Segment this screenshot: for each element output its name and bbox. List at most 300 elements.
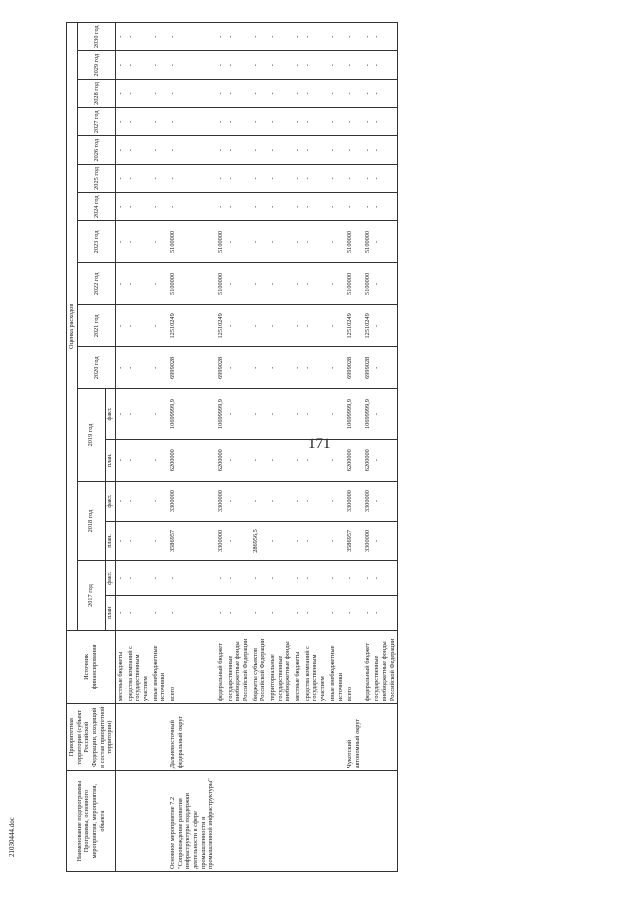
cell-value: - [226,193,251,221]
cell-territory [363,704,373,771]
cell-value: 12510249 [216,305,226,347]
cell-value: - [293,347,303,389]
header-year: 2020 год [77,347,115,389]
cell-value: - [293,561,303,596]
cell-value: - [293,521,303,561]
cell-value: - [151,79,168,107]
cell-value: - [216,108,226,136]
cell-value: - [268,521,293,561]
cell-territory [328,704,345,771]
header-year: 2021 год [77,305,115,347]
cell-source: местные бюджеты [293,630,303,703]
cell-value: - [226,23,251,51]
header-2019: 2019 год [77,389,105,481]
cell-value: - [126,305,151,347]
cell-territory [303,704,328,771]
cell-source: государственные внебюджетные фонды Российской Федерации [372,630,398,703]
cell-name [226,771,251,872]
cell-source: федеральный бюджет [363,630,373,703]
cell-value: - [251,136,268,164]
cell-value: - [372,596,398,631]
cell-value: - [116,263,126,305]
cell-value: - [251,51,268,79]
cell-source: территориальные государственные внебюджетные фонды [268,630,293,703]
cell-value: - [372,108,398,136]
header-plan: план [105,596,115,631]
cell-value: - [372,263,398,305]
cell-value: - [226,263,251,305]
page-number: 171 [308,436,331,452]
cell-value: - [116,481,126,521]
cell-territory [126,704,151,771]
cell-value: - [363,108,373,136]
cell-value: 10699999,9 [345,389,362,439]
header-plan: план. [105,439,115,481]
header-year: 2025 год [77,164,115,192]
cell-value: - [303,521,328,561]
cell-value: - [226,79,251,107]
cell-value: - [126,193,151,221]
cell-value: 12510249 [168,305,216,347]
cell-value: - [226,596,251,631]
table-row [116,23,126,872]
cell-value: - [251,561,268,596]
cell-value: - [268,221,293,263]
cell-value: - [268,164,293,192]
cell-value: - [328,439,345,481]
cell-value: - [268,136,293,164]
cell-value: - [328,51,345,79]
cell-value: - [126,439,151,481]
cell-value: 5100000 [345,263,362,305]
cell-value: - [268,561,293,596]
cell-value: 6200000 [345,439,362,481]
cell-value: - [216,561,226,596]
cell-value: - [372,561,398,596]
cell-value: - [126,389,151,439]
cell-territory [216,704,226,771]
header-plan: план. [105,521,115,561]
cell-territory: Дальневосточный федеральный округ [168,704,216,771]
cell-value: - [251,389,268,439]
cell-territory: Чукотский автономный округ [345,704,362,771]
cell-value: 3300000 [216,521,226,561]
cell-value: - [251,347,268,389]
cell-value: - [328,305,345,347]
table-row [216,23,226,872]
cell-value: - [126,561,151,596]
cell-value: - [251,164,268,192]
cell-value: - [126,23,151,51]
cell-value: - [328,23,345,51]
cell-value: - [328,79,345,107]
cell-value: - [268,389,293,439]
cell-value: - [293,439,303,481]
cell-value: - [363,596,373,631]
cell-name [251,771,268,872]
cell-value: - [126,221,151,263]
cell-value: - [151,305,168,347]
cell-value: - [345,79,362,107]
cell-name [126,771,151,872]
cell-value: - [293,263,303,305]
cell-value: 3300000 [363,481,373,521]
cell-value: - [293,51,303,79]
header-estimate: Оценка расходов [67,23,78,631]
cell-value: - [251,596,268,631]
cell-name: Основное мероприятие 7.2 "Сопровождение развития инфраструктуры поддержки деятельности в сфере промышленности и промышленной инфраструктуры" [168,771,216,872]
cell-value: - [293,136,303,164]
cell-value: - [168,51,216,79]
cell-value: - [151,51,168,79]
header-territory: Приоритетная территория (субъект Российской Федерации, входящий в состав приоритетной территории) [67,704,116,771]
cell-value: - [328,596,345,631]
cell-value: - [151,136,168,164]
table-row [363,23,373,872]
cell-name [116,771,126,872]
cell-value: - [116,23,126,51]
cell-value: - [268,481,293,521]
cell-value: - [226,439,251,481]
cell-value: 3300000 [168,481,216,521]
cell-value: - [168,596,216,631]
cell-value: - [293,193,303,221]
cell-value: - [151,481,168,521]
cell-source: средства компаний с государственным участием [303,630,328,703]
cell-territory [372,704,398,771]
cell-value: - [116,193,126,221]
cell-value: 12510249 [345,305,362,347]
cell-value: 3586957 [345,521,362,561]
cell-value: - [303,481,328,521]
cell-value: - [328,521,345,561]
cell-source: иные внебюджетные источники [328,630,345,703]
cell-value: - [116,108,126,136]
header-2018: 2018 год [77,481,105,561]
cell-value: - [251,221,268,263]
cell-value: - [168,164,216,192]
table-row [126,23,151,872]
header-fact: факт. [105,389,115,439]
cell-value: - [268,23,293,51]
cell-source: федеральный бюджет [216,630,226,703]
cell-value: - [226,221,251,263]
cell-value: - [116,347,126,389]
cell-value: - [268,596,293,631]
cell-value: - [328,221,345,263]
cell-value: - [216,51,226,79]
cell-value: - [226,481,251,521]
cell-value: - [151,596,168,631]
cell-value: - [303,263,328,305]
cell-value: - [372,79,398,107]
cell-value: - [251,23,268,51]
table-row [328,23,345,872]
cell-territory [226,704,251,771]
cell-value: - [126,51,151,79]
cell-value: - [328,164,345,192]
cell-value: 6200000 [216,439,226,481]
cell-value: - [216,79,226,107]
cell-value: - [303,164,328,192]
cell-value: 3300000 [216,481,226,521]
cell-value: - [268,305,293,347]
cell-name [268,771,293,872]
cell-territory [268,704,293,771]
cell-value: - [126,596,151,631]
cell-value: - [151,23,168,51]
table-row [251,23,268,872]
cell-value: - [372,164,398,192]
cell-value: - [372,389,398,439]
rotated-table-wrapper [66,22,536,872]
cell-value: - [151,263,168,305]
cell-territory [251,704,268,771]
cell-value: - [363,561,373,596]
cell-value: - [372,193,398,221]
cell-name [345,771,362,872]
header-2017: 2017 год [77,561,105,630]
cell-value: 6999028 [363,347,373,389]
table-row [268,23,293,872]
cell-value: - [116,596,126,631]
cell-value: - [372,136,398,164]
cell-value: - [151,164,168,192]
cell-value: - [303,389,328,439]
cell-value: - [151,389,168,439]
cell-value: - [168,108,216,136]
cell-value: - [372,347,398,389]
cell-value: 5100000 [345,221,362,263]
cell-value: - [303,221,328,263]
cell-name [372,771,398,872]
cell-source: всего [168,630,216,703]
cell-value: - [126,481,151,521]
cell-value: - [345,164,362,192]
cell-value: - [363,79,373,107]
cell-value: - [303,347,328,389]
cell-value: - [372,481,398,521]
cell-value: - [363,164,373,192]
cell-value: - [226,389,251,439]
cell-source: всего [345,630,362,703]
cell-value: - [216,136,226,164]
cell-value: - [345,596,362,631]
cell-value: - [251,263,268,305]
cell-value: - [268,263,293,305]
header-year: 2022 год [77,263,115,305]
cell-value: - [151,221,168,263]
table-row [372,23,398,872]
cell-value: - [216,164,226,192]
cell-value: - [328,136,345,164]
cell-value: - [126,164,151,192]
header-fact: факт. [105,561,115,596]
cell-value: - [328,481,345,521]
cell-value: - [151,521,168,561]
cell-value: - [293,23,303,51]
cell-value: - [268,79,293,107]
cell-source: иные внебюджетные источники [151,630,168,703]
cell-value: 5100000 [363,221,373,263]
cell-source: бюджеты субъектов Российской Федерации [251,630,268,703]
header-source: Источник финансирования [67,630,116,703]
cell-value: - [168,193,216,221]
cell-value: - [226,164,251,192]
cell-value: - [303,193,328,221]
cell-value: - [116,389,126,439]
cell-value: - [303,596,328,631]
cell-name [151,771,168,872]
cell-value: - [293,79,303,107]
cell-value: - [116,221,126,263]
cell-value: - [151,193,168,221]
footer-doc-name: 21030444.doc [8,817,16,857]
cell-value: - [226,108,251,136]
cell-value: - [151,347,168,389]
cell-value: - [293,481,303,521]
cell-value: 10699999,9 [168,389,216,439]
cell-value: - [116,136,126,164]
cell-value: - [372,221,398,263]
cell-name [328,771,345,872]
table-row [226,23,251,872]
cell-value: - [328,389,345,439]
cell-value: - [372,439,398,481]
cell-value: - [328,561,345,596]
cell-value: - [293,108,303,136]
cell-value: 3300000 [345,481,362,521]
cell-value: - [345,23,362,51]
cell-value: - [226,51,251,79]
cell-value: 10699999,9 [216,389,226,439]
header-year: 2024 год [77,193,115,221]
cell-territory [293,704,303,771]
cell-value: 286956,5 [251,521,268,561]
cell-value: - [168,23,216,51]
cell-value: - [303,79,328,107]
cell-value: - [216,193,226,221]
cell-territory [116,704,126,771]
header-year: 2026 год [77,136,115,164]
cell-value: - [116,561,126,596]
cell-value: 5100000 [168,263,216,305]
cell-value: - [303,439,328,481]
cell-value: - [293,164,303,192]
cell-value: - [268,108,293,136]
cell-value: - [226,136,251,164]
cell-value: - [116,305,126,347]
cell-value: 6200000 [363,439,373,481]
cell-value: 5100000 [363,263,373,305]
cell-value: - [363,23,373,51]
cell-value: - [116,79,126,107]
cell-value: - [151,561,168,596]
header-year: 2029 год [77,51,115,79]
cell-value: 5100000 [216,263,226,305]
cell-value: 5100000 [216,221,226,263]
cell-name [293,771,303,872]
header-year: 2030 год [77,23,115,51]
cell-value: - [151,439,168,481]
cell-value: 6999028 [345,347,362,389]
header-fact: факт. [105,481,115,521]
table-row [303,23,328,872]
cell-value: - [303,136,328,164]
cell-value: 6999028 [168,347,216,389]
cell-value: - [363,193,373,221]
cell-territory [151,704,168,771]
cell-value: - [151,108,168,136]
cell-value: - [116,439,126,481]
cell-value: - [168,79,216,107]
cell-value: - [268,439,293,481]
cell-name [363,771,373,872]
cell-value: - [126,347,151,389]
cell-value: - [372,23,398,51]
cell-value: - [268,51,293,79]
cell-value: - [372,521,398,561]
cell-value: 10699999,9 [363,389,373,439]
cell-value: - [345,561,362,596]
table-row [345,23,362,872]
cell-value: - [372,305,398,347]
cell-value: - [293,305,303,347]
cell-value: - [328,347,345,389]
cell-value: - [168,561,216,596]
header-year: 2023 год [77,221,115,263]
cell-value: 5100000 [168,221,216,263]
cell-value: - [345,108,362,136]
cell-value: - [226,561,251,596]
cell-value: 12510249 [363,305,373,347]
cell-value: - [303,51,328,79]
cell-name [216,771,226,872]
cell-value: - [251,439,268,481]
cell-value: - [216,596,226,631]
cell-value: - [251,305,268,347]
cell-value: - [116,164,126,192]
cell-value: - [216,23,226,51]
funding-table [66,22,398,872]
cell-value: - [293,221,303,263]
cell-value: - [126,108,151,136]
cell-value: - [363,51,373,79]
header-year: 2027 год [77,108,115,136]
cell-value: - [126,263,151,305]
cell-value: - [303,305,328,347]
table-body [116,23,398,872]
cell-source: государственные внебюджетные фонды Российской Федерации [226,630,251,703]
header-year: 2028 год [77,79,115,107]
cell-value: - [293,596,303,631]
cell-value: - [293,389,303,439]
table-row [151,23,168,872]
cell-value: 3586957 [168,521,216,561]
cell-value: 6999028 [216,347,226,389]
cell-value: - [126,79,151,107]
header-name: Наименование подпрограммы Программы, основного мероприятия, мероприятия, объекта [67,771,116,872]
cell-value: - [168,136,216,164]
cell-value: - [226,305,251,347]
cell-value: - [226,347,251,389]
cell-value: - [345,193,362,221]
cell-value: - [303,108,328,136]
cell-value: - [251,108,268,136]
table-row [293,23,303,872]
cell-value: - [251,193,268,221]
cell-value: - [126,521,151,561]
